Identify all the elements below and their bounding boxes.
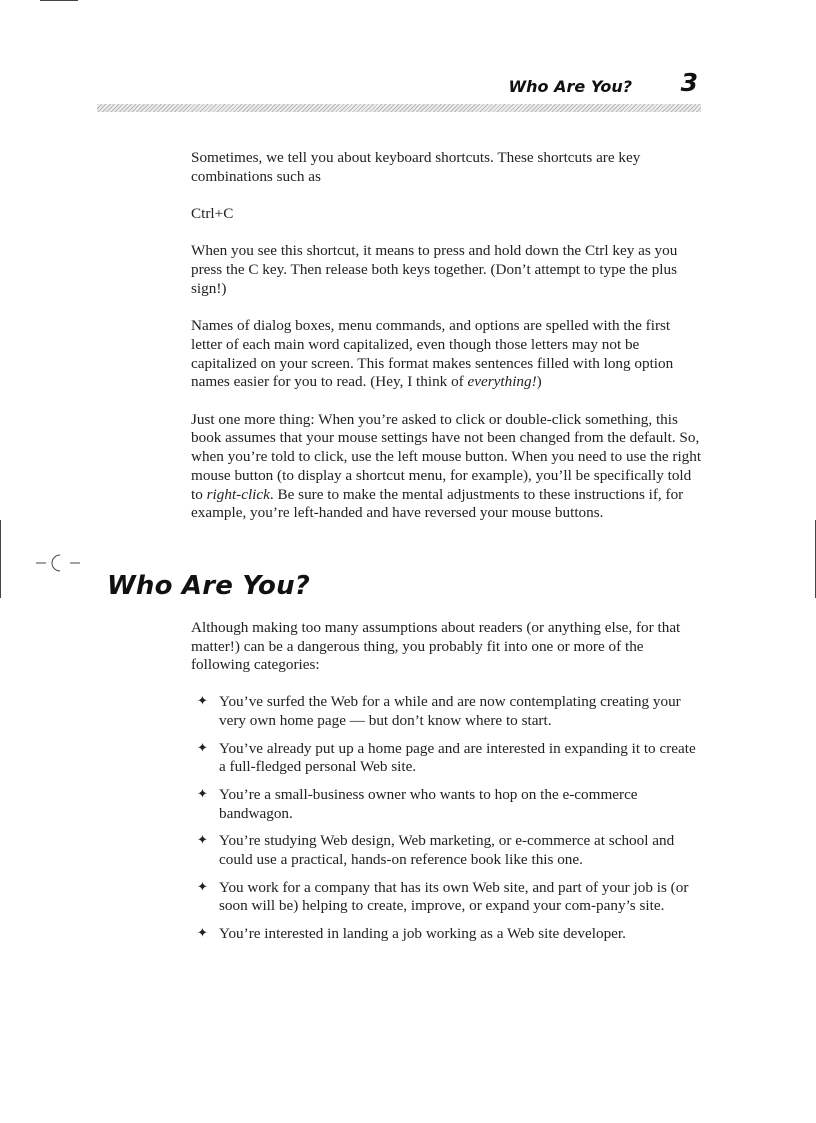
section-intro: Although making too many assumptions about readers (or anything else, for that matter!) can be a dangerous thing, you probably fit into one or more of the following categories: [191, 619, 681, 674]
bullet-icon: ✦ [197, 926, 208, 942]
list-item: ✦ You’re studying Web design, Web marketing, or e-commerce at school and could use a practical, hands-on reference book like this one. [197, 832, 675, 869]
bullet-icon: ✦ [197, 740, 208, 756]
shortcut-example: Ctrl+C [191, 205, 234, 223]
section-heading: Who Are You? [107, 571, 311, 601]
paragraph-shortcut-explained: When you see this shortcut, it means to press and hold down the Ctrl key as you press the C key. Then release both keys together. (Don’t attempt to type the plus sign!) [191, 242, 678, 297]
emphasis-right-click: right-click [206, 485, 270, 503]
paragraph-capitalization: Names of dialog boxes, menu commands, and options are spelled with the first letter of each main word capitalized, even though those letters may not be capitalized on your screen. This format makes sentences filled with long option names easier for you to read. (Hey, I think of everything!) [191, 317, 674, 391]
bullet-icon: ✦ [197, 694, 208, 710]
bullet-icon: ✦ [197, 833, 208, 849]
emphasis-everything: everything! [467, 373, 537, 391]
paragraph-mouse: Just one more thing: When you’re asked to click or double-click something, this book assumes that your mouse settings have not been changed from the default. So, when you’re told to click, use the left mouse button. When you need to use the right mouse button (to display a shortcut menu, for example), you’ll be specifically told to right-click. Be sure to make the mental adjustments to these instructions if, for example, you’re left-handed and have reversed your mouse buttons. [191, 410, 702, 522]
list-item: ✦ You’re interested in landing a job working as a Web site developer. [197, 925, 626, 943]
list-item: ✦ You’ve already put up a home page and are interested in expanding it to create a full-fledged personal Web site. [197, 739, 696, 776]
bullet-icon: ✦ [197, 879, 208, 895]
crop-mark-top [40, 0, 78, 1]
paragraph-shortcuts: Sometimes, we tell you about keyboard shortcuts. These shortcuts are key combinations such as [191, 149, 641, 185]
list-item: ✦ You’ve surfed the Web for a while and are now contemplating creating your very own home page — but don’t know where to start. [197, 693, 681, 729]
running-head-title: Who Are You? [508, 77, 632, 96]
intro-text [191, 149, 703, 542]
bullet-icon: ✦ [197, 786, 208, 802]
who-are-you-section [191, 619, 703, 953]
list-item: ✦ You work for a company that has its own Web site, and part of your job is (or soon will be) helping to create, improve, or expand your com-pany’s site. [197, 878, 689, 915]
header-rule [97, 104, 701, 112]
list-item: ✦ You’re a small-business owner who wants to hop on the e-commerce bandwagon. [197, 785, 638, 822]
bullet-list [191, 693, 703, 944]
running-head [400, 68, 700, 102]
page-number: 3 [680, 68, 698, 97]
registration-mark-icon [36, 551, 80, 575]
crop-mark-left [0, 520, 1, 598]
